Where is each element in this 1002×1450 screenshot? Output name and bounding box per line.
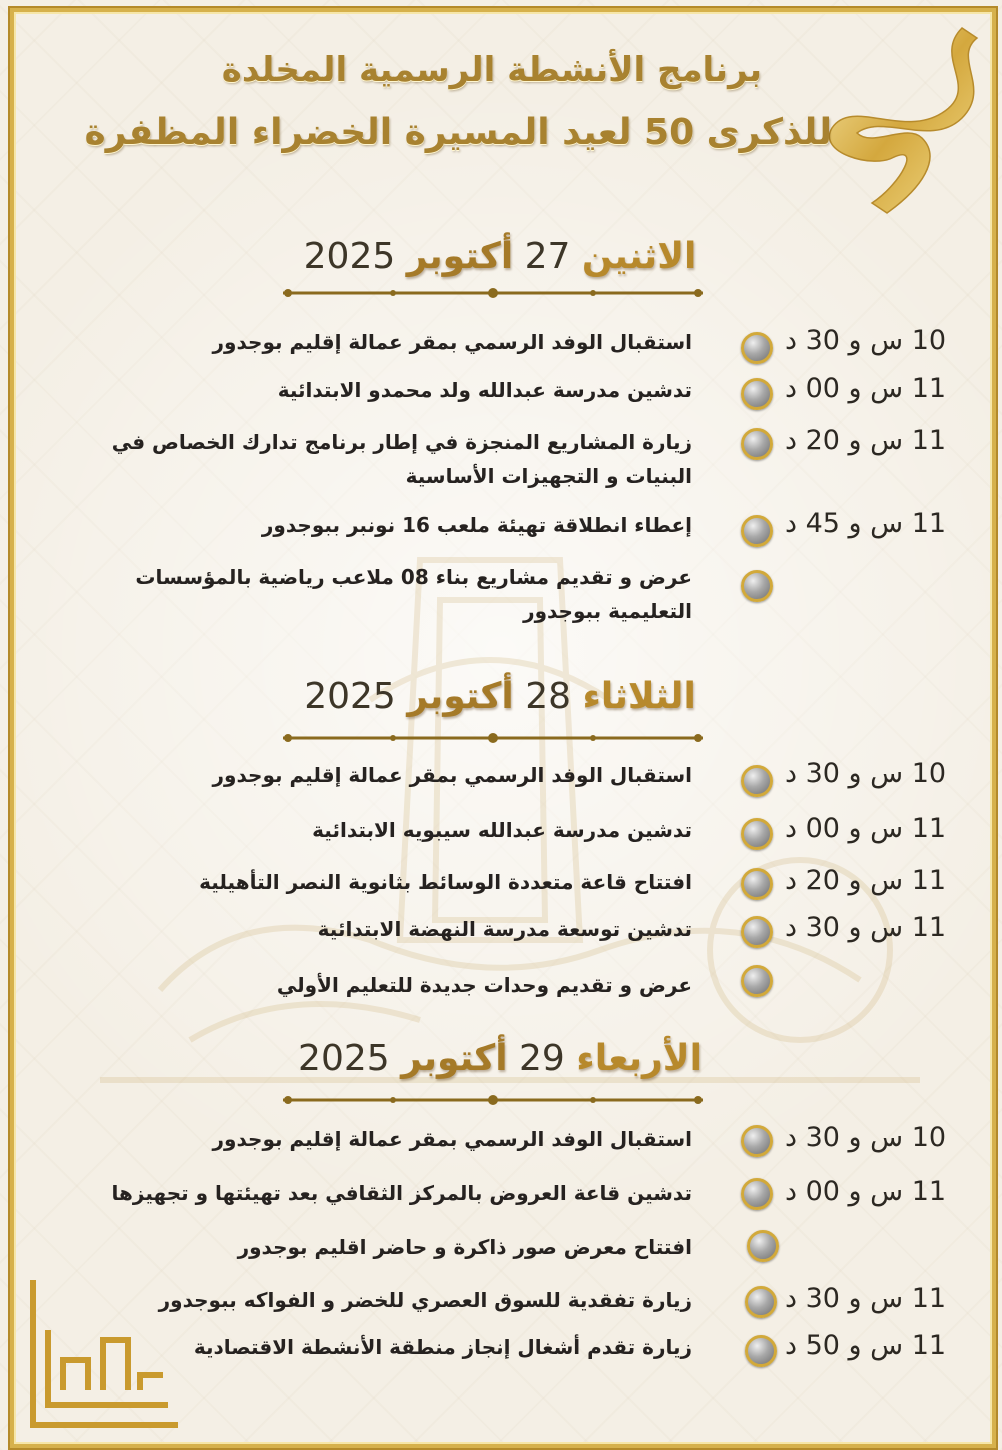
item-time: 11 س و 00 د	[785, 1176, 947, 1207]
item-text: زيارة المشاريع المنجزة في إطار برنامج تدارك الخصاص في البنيات و التجهيزات الأساسية	[111, 430, 692, 488]
bullet-icon	[741, 332, 773, 364]
bullet-icon	[741, 428, 773, 460]
item-text: تدشين مدرسة عبدالله سيبويه الابتدائية	[312, 818, 692, 842]
ribbon-icon	[812, 18, 982, 218]
ornament-divider-icon	[283, 728, 703, 748]
day-number: 27	[524, 236, 571, 277]
item-time: 10 س و 30 د	[785, 1122, 947, 1153]
item-time: 11 س و 30 د	[785, 1283, 947, 1314]
year: 2025	[303, 236, 396, 277]
year: 2025	[298, 1038, 390, 1079]
day-heading-wednesday	[280, 1038, 720, 1079]
item-text: تدشين توسعة مدرسة النهضة الابتدائية	[317, 917, 692, 941]
bullet-icon	[741, 570, 773, 602]
item-time: 11 س و 30 د	[785, 912, 947, 943]
day-name: الاثنين	[581, 236, 697, 277]
item-text: عرض و تقديم وحدات جديدة للتعليم الأولي	[276, 973, 692, 997]
item-text: استقبال الوفد الرسمي بمقر عمالة إقليم بوجدور	[212, 330, 692, 354]
day-number: 28	[525, 676, 571, 717]
bullet-icon	[741, 818, 773, 850]
item-time: 11 س و 00 د	[785, 373, 947, 404]
bullet-icon	[741, 965, 773, 997]
month-name: أكتوبر	[401, 1038, 508, 1079]
bullet-icon	[741, 1125, 773, 1157]
bullet-icon	[745, 1335, 777, 1367]
item-time: 11 س و 20 د	[785, 865, 947, 896]
bullet-icon	[741, 378, 773, 410]
month-name: أكتوبر	[406, 236, 514, 277]
ornament-divider-icon	[283, 1090, 703, 1110]
item-time: 11 س و 45 د	[785, 508, 947, 539]
day-number: 29	[519, 1038, 565, 1079]
item-text: إعطاء انطلاقة تهيئة ملعب 16 نونبر ببوجدور	[261, 513, 692, 537]
year: 2025	[304, 676, 396, 717]
item-time: 11 س و 00 د	[785, 813, 947, 844]
day-heading-monday	[280, 236, 720, 277]
day-name: الثلاثاء	[582, 676, 696, 717]
item-text: تدشين مدرسة عبدالله ولد محمدو الابتدائية	[277, 378, 692, 402]
day-heading-tuesday	[280, 676, 720, 717]
main-title-line2: للذكرى 50 لعيد المسيرة الخضراء المظفرة	[84, 112, 832, 153]
item-text: افتتاح قاعة متعددة الوسائط بثانوية النصر التأهيلية	[199, 870, 692, 894]
bullet-icon	[741, 916, 773, 948]
item-text: تدشين قاعة العروض بالمركز الثقافي بعد تهيئتها و تجهيزها	[111, 1181, 692, 1205]
bullet-icon	[741, 1178, 773, 1210]
item-time: 11 س و 50 د	[785, 1330, 947, 1361]
day-name: الأربعاء	[576, 1038, 702, 1079]
bullet-icon	[747, 1230, 779, 1262]
item-time: 10 س و 30 د	[785, 758, 947, 789]
bullet-icon	[745, 1286, 777, 1318]
ornament-divider-icon	[283, 283, 703, 303]
item-text: زيارة تقدم أشغال إنجاز منطقة الأنشطة الاقتصادية	[193, 1335, 692, 1359]
item-text: زيارة تفقدية للسوق العصري للخضر و الفواكه ببوجدور	[158, 1288, 692, 1312]
item-time: 11 س و 20 د	[785, 425, 947, 456]
item-text: استقبال الوفد الرسمي بمقر عمالة إقليم بوجدور	[212, 1127, 692, 1151]
main-title-line1: برنامج الأنشطة الرسمية المخلدة	[221, 50, 762, 90]
item-text: عرض و تقديم مشاريع بناء 08 ملاعب رياضية بالمؤسسات التعليمية ببوجدور	[135, 565, 692, 623]
bullet-icon	[741, 515, 773, 547]
bullet-icon	[741, 868, 773, 900]
item-time: 10 س و 30 د	[785, 325, 947, 356]
bullet-icon	[741, 765, 773, 797]
item-text: استقبال الوفد الرسمي بمقر عمالة إقليم بوجدور	[212, 763, 692, 787]
month-name: أكتوبر	[407, 676, 514, 717]
item-text: افتتاح معرض صور ذاكرة و حاضر اقليم بوجدور	[237, 1235, 692, 1259]
